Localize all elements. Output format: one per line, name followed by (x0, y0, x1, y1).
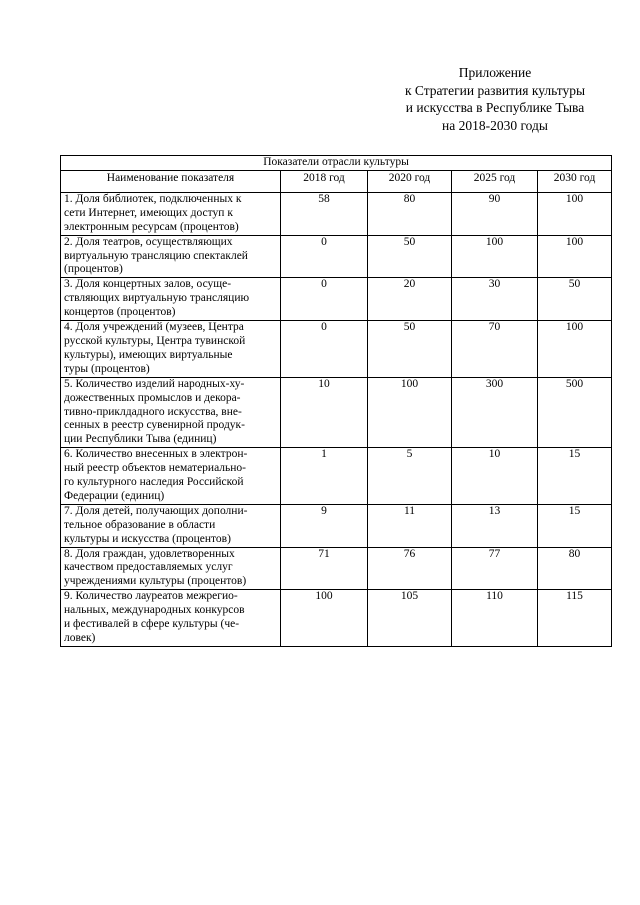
appendix-subtitle-line-2: и искусства в Республике Тыва (405, 100, 585, 115)
column-header-2020: 2020 год (368, 170, 452, 192)
table-row (61, 321, 612, 378)
indicator-name-cell (61, 321, 281, 378)
indicator-name-line: электронным ресурсам (процентов) (64, 220, 239, 233)
value-cell-2020: 11 (368, 504, 452, 547)
indicator-name-line: ции Республики Тыва (единиц) (64, 433, 217, 446)
value-cell-2020: 76 (368, 547, 452, 590)
value-cell-2030: 100 (538, 192, 612, 235)
value-cell-2018: 0 (281, 321, 368, 378)
value-cell-2020: 50 (368, 235, 452, 278)
value-cell-2018: 0 (281, 278, 368, 321)
indicator-name-line: 6. Количество внесенных в электрон- (64, 448, 248, 461)
indicator-name-line: виртуальную трансляцию спектаклей (64, 249, 248, 262)
indicator-name-line: нальных, международных конкурсов (64, 604, 245, 617)
value-cell-2030: 50 (538, 278, 612, 321)
indicator-name-line: концертов (процентов) (64, 306, 176, 319)
table-row (61, 278, 612, 321)
table-caption: Показатели отрасли культуры (61, 156, 612, 171)
indicator-name-line: 9. Количество лауреатов межрегио- (64, 590, 238, 603)
value-cell-2018: 100 (281, 590, 368, 647)
indicator-name-line: 2. Доля театров, осуществляющих (64, 235, 233, 248)
column-header-indicator: Наименование показателя (61, 170, 281, 192)
table-row (61, 192, 612, 235)
table-body (61, 192, 612, 646)
indicator-name-line: 1. Доля библиотек, подключенных к (64, 192, 242, 205)
appendix-period: на 2018-2030 годы (442, 117, 548, 133)
indicator-name-line: го культурного наследия Российской (64, 476, 244, 489)
indicator-name-line: 4. Доля учреждений (музеев, Центра (64, 321, 244, 334)
indicator-name-line: ствляющих виртуальную трансляцию (64, 292, 250, 305)
table-row (61, 547, 612, 590)
value-cell-2025: 100 (452, 235, 538, 278)
column-header-2030: 2030 год (538, 170, 612, 192)
value-cell-2018: 58 (281, 192, 368, 235)
indicator-name-line: тивно-приклдадного искусства, вне- (64, 405, 242, 418)
value-cell-2018: 0 (281, 235, 368, 278)
indicator-name-cell (61, 547, 281, 590)
appendix-header (375, 64, 615, 134)
value-cell-2025: 13 (452, 504, 538, 547)
indicator-name-line: учреждениями культуры (процентов) (64, 575, 247, 588)
indicator-name-line: сенных в реестр сувенирной продук- (64, 419, 245, 432)
value-cell-2025: 70 (452, 321, 538, 378)
indicator-name-line: культуры и искусства (процентов) (64, 532, 231, 545)
value-cell-2020: 20 (368, 278, 452, 321)
indicator-name-line: туры (процентов) (64, 362, 150, 375)
value-cell-2025: 30 (452, 278, 538, 321)
value-cell-2025: 77 (452, 547, 538, 590)
indicator-name-cell (61, 235, 281, 278)
value-cell-2030: 15 (538, 448, 612, 505)
value-cell-2025: 300 (452, 377, 538, 448)
value-cell-2030: 100 (538, 235, 612, 278)
value-cell-2025: 90 (452, 192, 538, 235)
indicators-table (60, 155, 612, 647)
appendix-subtitle-line-1: к Стратегии развития культуры (404, 82, 586, 98)
indicator-name-line: 7. Доля детей, получающих дополни- (64, 504, 248, 517)
value-cell-2020: 5 (368, 448, 452, 505)
column-header-2018: 2018 год (281, 170, 368, 192)
indicator-name-cell (61, 504, 281, 547)
indicator-name-line: 3. Доля концертных залов, осуще- (64, 278, 232, 291)
value-cell-2025: 10 (452, 448, 538, 505)
indicator-name-line: Федерации (единиц) (64, 489, 165, 502)
value-cell-2025: 110 (452, 590, 538, 647)
value-cell-2030: 500 (538, 377, 612, 448)
indicator-name-line: качеством предоставляемых услуг (64, 561, 233, 574)
indicator-name-cell (61, 278, 281, 321)
table-row (61, 590, 612, 647)
indicator-name-line: дожественных промыслов и декора- (64, 391, 241, 404)
indicator-name-line: и фестивалей в сфере культуры (че- (64, 618, 240, 631)
column-header-2025: 2025 год (452, 170, 538, 192)
value-cell-2018: 71 (281, 547, 368, 590)
indicator-name-line: 8. Доля граждан, удовлетворенных (64, 547, 235, 560)
table-header-row (61, 170, 612, 192)
appendix-title: Приложение (458, 65, 532, 80)
value-cell-2020: 50 (368, 321, 452, 378)
indicator-name-line: 5. Количество изделий народных-ху- (64, 377, 245, 390)
indicator-name-line: сети Интернет, имеющих доступ к (64, 206, 233, 219)
table-row (61, 377, 612, 448)
value-cell-2030: 15 (538, 504, 612, 547)
value-cell-2020: 105 (368, 590, 452, 647)
table-row (61, 448, 612, 505)
value-cell-2018: 10 (281, 377, 368, 448)
indicator-name-cell (61, 448, 281, 505)
value-cell-2030: 115 (538, 590, 612, 647)
indicator-name-line: тельное образование в области (64, 518, 216, 531)
table-row (61, 235, 612, 278)
indicator-name-cell (61, 377, 281, 448)
indicator-name-cell (61, 192, 281, 235)
value-cell-2020: 80 (368, 192, 452, 235)
value-cell-2018: 1 (281, 448, 368, 505)
value-cell-2018: 9 (281, 504, 368, 547)
indicator-name-line: (процентов) (64, 263, 123, 276)
value-cell-2030: 100 (538, 321, 612, 378)
value-cell-2020: 100 (368, 377, 452, 448)
indicator-name-line: ловек) (64, 632, 96, 644)
value-cell-2030: 80 (538, 547, 612, 590)
table-row (61, 504, 612, 547)
indicator-name-line: ный реестр объектов нематериально- (64, 462, 247, 475)
indicator-name-cell (61, 590, 281, 647)
indicator-name-line: культуры), имеющих виртуальные (64, 348, 233, 361)
indicator-name-line: русской культуры, Центра тувинской (64, 334, 246, 347)
